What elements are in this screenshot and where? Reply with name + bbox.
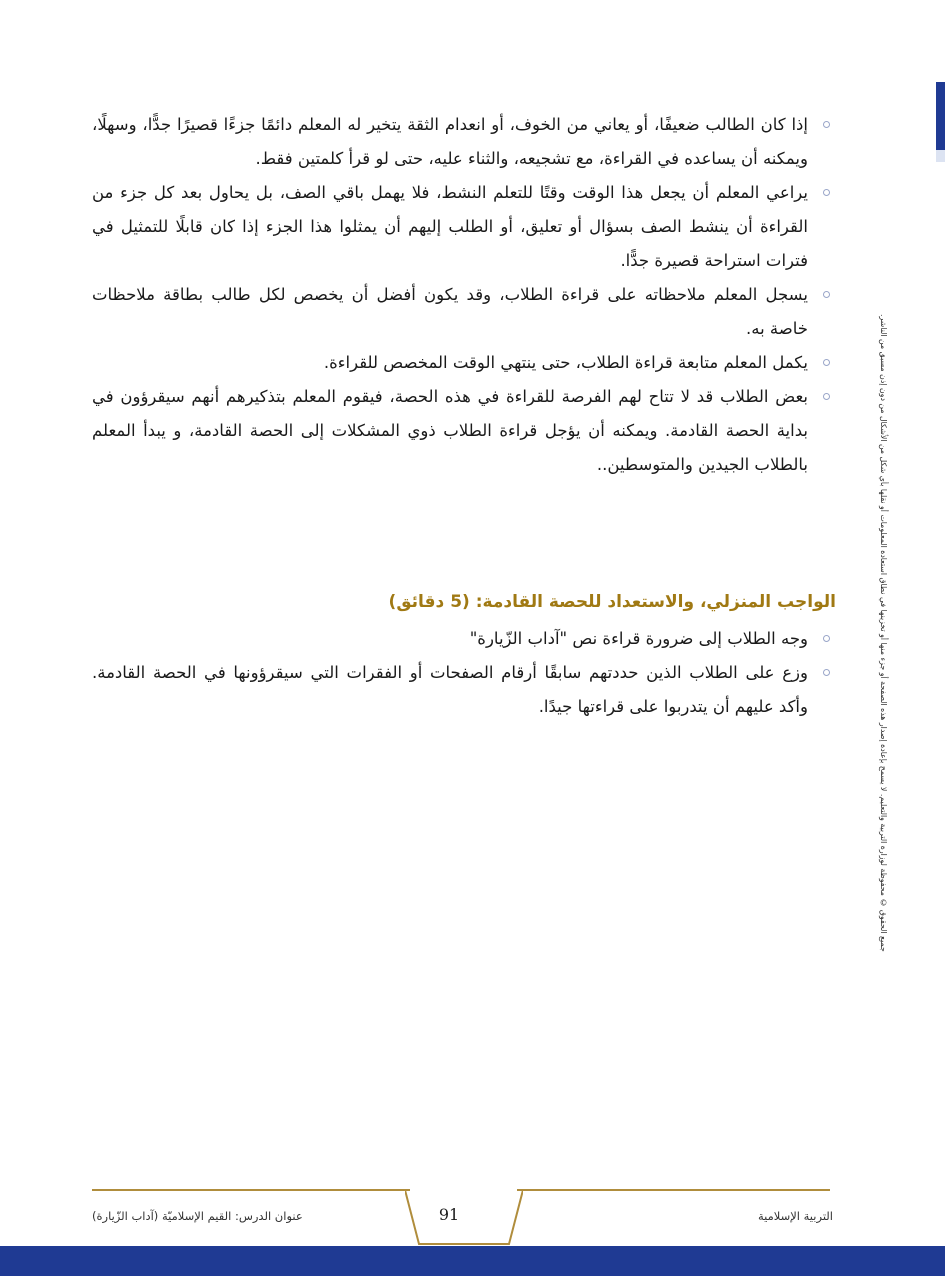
list-item [92, 380, 836, 482]
list-item [92, 176, 836, 278]
list-item-text: وزع على الطلاب الذين حددتهم سابقًا أرقام الصفحات أو الفقرات التي سيقرؤونها في الحصة القادمة. وأكد عليهم أن يتدربوا على قراءتها جيدًا. [92, 663, 808, 716]
side-tab-light [936, 150, 945, 162]
list-item [92, 278, 836, 346]
homework-list [92, 622, 836, 724]
footer-lesson-title: عنوان الدرس: القيم الإسلاميّة (آداب الزّيارة) [92, 1209, 303, 1223]
circle-bullet-icon [823, 393, 830, 400]
circle-bullet-icon [823, 359, 830, 366]
circle-bullet-icon [823, 121, 830, 128]
list-item-text: يسجل المعلم ملاحظاته على قراءة الطلاب، وقد يكون أفضل أن يخصص لكل طالب بطاقة ملاحظات خاصة به. [92, 285, 808, 338]
circle-bullet-icon [823, 189, 830, 196]
circle-bullet-icon [823, 635, 830, 642]
side-tab [936, 82, 945, 150]
list-item [92, 622, 836, 656]
list-item-text: يكمل المعلم متابعة قراءة الطلاب، حتى ينتهي الوقت المخصص للقراءة. [323, 353, 808, 372]
page-number: 91 [438, 1205, 460, 1224]
list-item-text: بعض الطلاب قد لا تتاح لهم الفرصة للقراءة في هذه الحصة، فيقوم المعلم بتذكيرهم أنهم سيقرؤون في بداية الحصة القادمة. ويمكنه أن يؤجل قراءة الطلاب ذوي المشكلات إلى الحصة القادمة، و يبدأ المعلم بالطلاب الجيدين والمتوسطين.. [92, 387, 808, 474]
homework-heading: الواجب المنزلي، والاستعداد للحصة القادمة: (5 دقائق) [388, 592, 836, 612]
footer-divider-left [92, 1189, 410, 1191]
circle-bullet-icon [823, 669, 830, 676]
footer-divider-right [517, 1189, 830, 1191]
teacher-steps-list [92, 108, 836, 482]
bottom-band [0, 1246, 945, 1276]
copyright-note: جميع الحقوق © محفوظة لوزارة التربية والتعليم. لا يسمح بإعادة إصدار هذه الصفحة أو جزء منها أو تخزينها في نطاق استعادة المعلومات أو نقلها بأي شكل من الأشكال من دون إذن مسبق من الناشر. [879, 314, 888, 952]
footer-subject: التربية الإسلامية [757, 1209, 833, 1223]
list-item [92, 108, 836, 176]
circle-bullet-icon [823, 291, 830, 298]
list-item [92, 346, 836, 380]
list-item-text: إذا كان الطالب ضعيفًا، أو يعاني من الخوف، أو انعدام الثقة يتخير له المعلم دائمًا جزءًا قصيرًا جدًّا، وسهلًا، ويمكنه أن يساعده في القراءة، مع تشجيعه، والثناء عليه، حتى لو قرأ كلمتين فقط. [92, 115, 808, 168]
list-item-text: يراعي المعلم أن يجعل هذا الوقت وقتًا للتعلم النشط، فلا يهمل باقي الصف، بل يحاول بعد كل جزء من القراءة أن ينشط الصف بسؤال أو تعليق، أو الطلب إليهم أن يمثلوا هذا الجزء إذا كان قابلًا للتمثيل في فترات استراحة قصيرة جدًّا. [92, 183, 808, 270]
list-item-text: وجه الطلاب إلى ضرورة قراءة نص "آداب الزّيارة" [469, 629, 808, 648]
list-item [92, 656, 836, 724]
